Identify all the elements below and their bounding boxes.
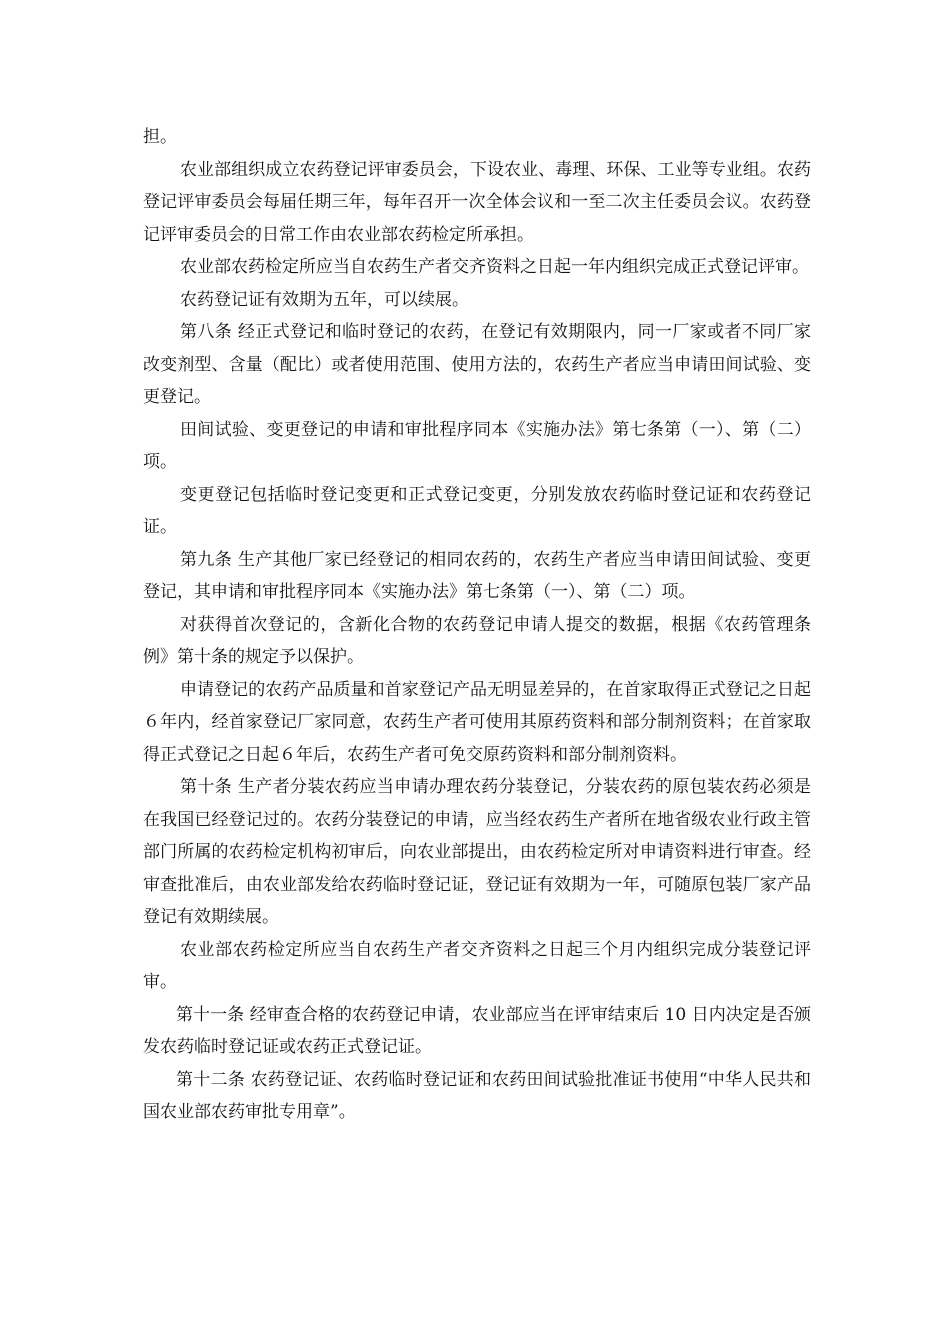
- paragraph-quality-equivalence: 申请登记的农药产品质量和首家登记产品无明显差异的，在首家取得正式登记之日起６年内，经首家登记厂家同意，农药生产者可使用其原药资料和部分制剂资料；在首家取得正式登记之日起６年后，农药生产者可免交原药资料和部分制剂资料。: [143, 679, 811, 765]
- paragraph-article-8: 第八条 经正式登记和临时登记的农药，在登记有效期限内，同一厂家或者不同厂家改变剂型、含量（配比）或者使用范围、使用方法的，农药生产者应当申请田间试验、变更登记。: [143, 322, 811, 407]
- paragraph-review-committee: 农业部组织成立农药登记评审委员会，下设农业、毒理、环保、工业等专业组。农药登记评审委员会每届任期三年，每年召开一次全体会议和一至二次主任委员会议。农药登记评审委员会的日常工作由农业部农药检定所承担。: [143, 159, 811, 245]
- paragraph-data-protection: 对获得首次登记的，含新化合物的农药登记申请人提交的数据，根据《农药管理条例》第十条的规定予以保护。: [143, 614, 811, 667]
- paragraph-continuation: 担。: [143, 127, 177, 147]
- paragraph-article-8-change-types: 变更登记包括临时登记变更和正式登记变更，分别发放农药临时登记证和农药登记证。: [143, 484, 811, 537]
- paragraph-article-10: 第十条 生产者分装农药应当申请办理农药分装登记，分装农药的原包装农药必须是在我国已经登记过的。农药分装登记的申请，应当经农药生产者所在地省级农业行政主管部门所属的农药检定机构初审后，向农业部提出，由农药检定所对申请资料进行审查。经审查批准后，由农业部发给农药临时登记证，登记证有效期为一年，可随原包装厂家产品登记有效期续展。: [143, 777, 811, 927]
- paragraph-article-8-procedure: 田间试验、变更登记的申请和审批程序同本《实施办法》第七条第（一）、第（二）项。: [143, 419, 811, 472]
- paragraph-article-12: 第十二条 农药登记证、农药临时登记证和农药田间试验批准证书使用“中华人民共和国农业部农药审批专用章”。: [143, 1069, 811, 1122]
- document-body: [143, 121, 811, 1129]
- paragraph-article-11: 第十一条 经审查合格的农药登记申请，农业部应当在评审结束后 10 日内决定是否颁发农药临时登记证或农药正式登记证。: [143, 1004, 811, 1057]
- paragraph-certificate-validity: 农药登记证有效期为五年，可以续展。: [180, 289, 469, 310]
- paragraph-article-9: 第九条 生产其他厂家已经登记的相同农药的，农药生产者应当申请田间试验、变更登记，其申请和审批程序同本《实施办法》第七条第（一）、第（二）项。: [143, 549, 811, 602]
- paragraph-repack-review-deadline: 农业部农药检定所应当自农药生产者交齐资料之日起三个月内组织完成分装登记评审。: [143, 939, 811, 992]
- paragraph-formal-review-deadline: 农业部农药检定所应当自农药生产者交齐资料之日起一年内组织完成正式登记评审。: [180, 257, 809, 277]
